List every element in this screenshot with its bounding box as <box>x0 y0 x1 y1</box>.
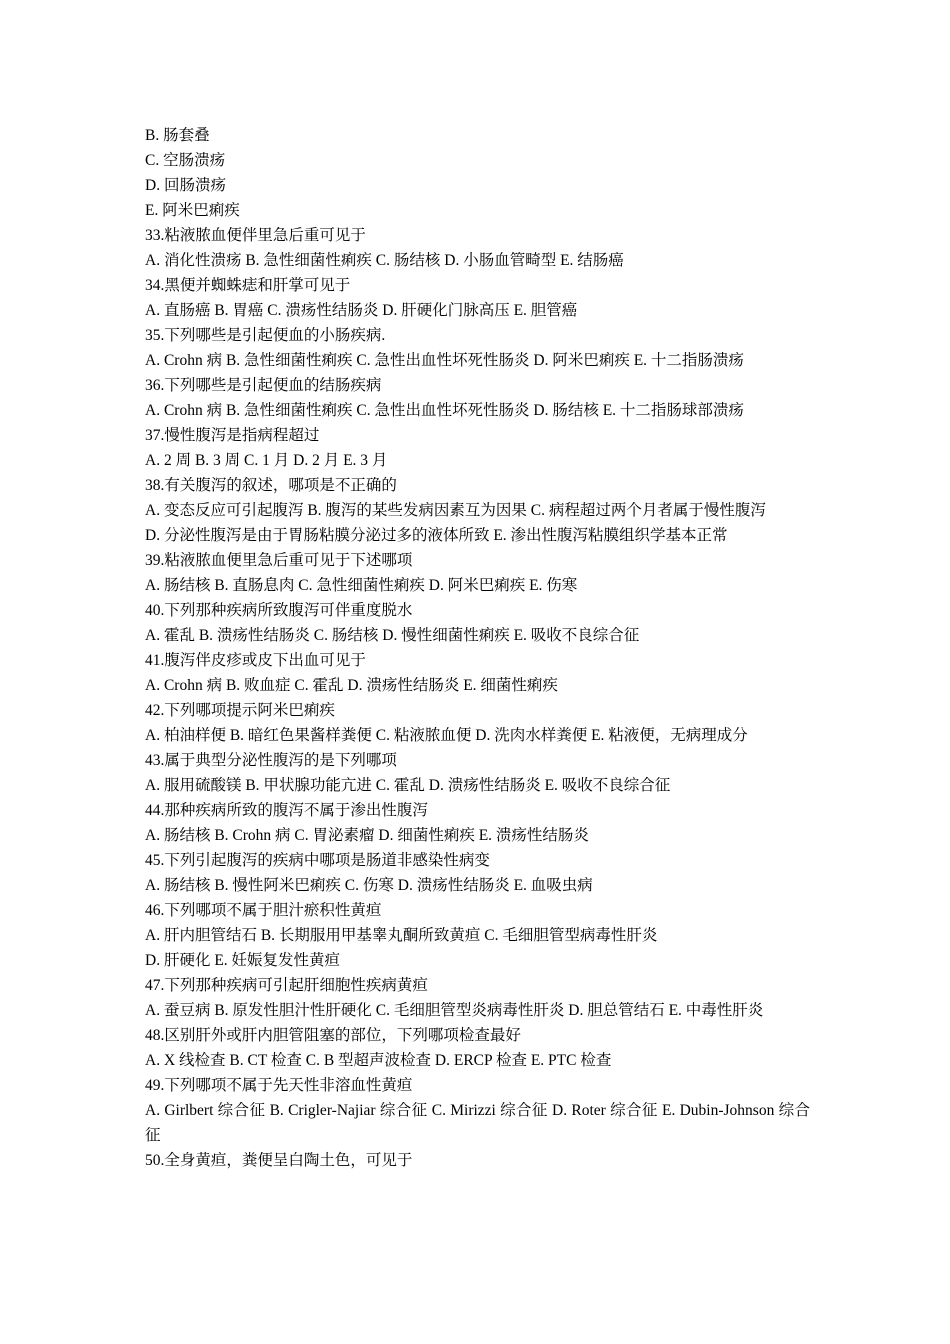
options-46-cont: D. 肝硬化 E. 妊娠复发性黄疸 <box>145 952 341 969</box>
text-line: D. 回肠溃疡 <box>145 177 226 194</box>
options-39: A. 肠结核 B. 直肠息肉 C. 急性细菌性痢疾 D. 阿米巴痢疾 E. 伤寒 <box>145 577 578 594</box>
options-38-cont: D. 分泌性腹泻是由于胃肠粘膜分泌过多的液体所致 E. 渗出性腹泻粘膜组织学基本正常 <box>145 527 728 544</box>
question-45: 45.下列引起腹泻的疾病中哪项是肠道非感染性病变 <box>145 852 490 869</box>
question-41: 41.腹泻伴皮疹或皮下出血可见于 <box>145 652 366 669</box>
question-34: 34.黑便并蜘蛛痣和肝掌可见于 <box>145 277 351 294</box>
question-43: 43.属于典型分泌性腹泻的是下列哪项 <box>145 752 397 769</box>
document-page <box>145 123 810 1173</box>
question-48: 48.区别肝外或肝内胆管阻塞的部位，下列哪项检查最好 <box>145 1027 521 1044</box>
options-41: A. Crohn 病 B. 败血症 C. 霍乱 D. 溃疡性结肠炎 E. 细菌性痢疾 <box>145 677 558 694</box>
options-33: A. 消化性溃疡 B. 急性细菌性痢疾 C. 肠结核 D. 小肠血管畸型 E. 结肠癌 <box>145 252 624 269</box>
options-45: A. 肠结核 B. 慢性阿米巴痢疾 C. 伤寒 D. 溃疡性结肠炎 E. 血吸虫病 <box>145 877 593 894</box>
question-50: 50.全身黄疸，粪便呈白陶土色，可见于 <box>145 1152 413 1169</box>
options-49: A. Girlbert 综合征 B. Crigler-Najiar 综合征 C. Mirizzi 综合征 D. Roter 综合征 E. Dubin-Johnson 综合征 <box>145 1102 810 1144</box>
text-line: C. 空肠溃疡 <box>145 152 226 169</box>
options-47: A. 蚕豆病 B. 原发性胆汁性肝硬化 C. 毛细胆管型炎病毒性肝炎 D. 胆总管结石 E. 中毒性肝炎 <box>145 1002 764 1019</box>
text-line: B. 肠套叠 <box>145 127 210 144</box>
question-47: 47.下列那种疾病可引起肝细胞性疾病黄疸 <box>145 977 428 994</box>
options-35: A. Crohn 病 B. 急性细菌性痢疾 C. 急性出血性坏死性肠炎 D. 阿米巴痢疾 E. 十二指肠溃疡 <box>145 352 744 369</box>
question-36: 36.下列哪些是引起便血的结肠疾病 <box>145 377 382 394</box>
question-38: 38.有关腹泻的叙述，哪项是不正确的 <box>145 477 397 494</box>
question-35: 35.下列哪些是引起便血的小肠疾病. <box>145 327 386 344</box>
question-49: 49.下列哪项不属于先天性非溶血性黄疸 <box>145 1077 413 1094</box>
text-line: E. 阿米巴痢疾 <box>145 202 240 219</box>
options-34: A. 直肠癌 B. 胃癌 C. 溃疡性结肠炎 D. 肝硬化门脉高压 E. 胆管癌 <box>145 302 578 319</box>
options-38: A. 变态反应可引起腹泻 B. 腹泻的某些发病因素互为因果 C. 病程超过两个月者属于慢性腹泻 <box>145 502 766 519</box>
question-42: 42.下列哪项提示阿米巴痢疾 <box>145 702 335 719</box>
question-37: 37.慢性腹泻是指病程超过 <box>145 427 320 444</box>
options-44: A. 肠结核 B. Crohn 病 C. 胃泌素瘤 D. 细菌性痢疾 E. 溃疡性结肠炎 <box>145 827 589 844</box>
options-42: A. 柏油样便 B. 暗红色果酱样粪便 C. 粘液脓血便 D. 洗肉水样粪便 E. 粘液便，无病理成分 <box>145 727 748 744</box>
options-40: A. 霍乱 B. 溃疡性结肠炎 C. 肠结核 D. 慢性细菌性痢疾 E. 吸收不良综合征 <box>145 627 640 644</box>
options-43: A. 服用硫酸镁 B. 甲状腺功能亢进 C. 霍乱 D. 溃疡性结肠炎 E. 吸收不良综合征 <box>145 777 671 794</box>
options-37: A. 2 周 B. 3 周 C. 1 月 D. 2 月 E. 3 月 <box>145 452 388 469</box>
question-40: 40.下列那种疾病所致腹泻可伴重度脱水 <box>145 602 413 619</box>
question-46: 46.下列哪项不属于胆汁瘀积性黄疸 <box>145 902 382 919</box>
question-33: 33.粘液脓血便伴里急后重可见于 <box>145 227 366 244</box>
question-44: 44.那种疾病所致的腹泻不属于渗出性腹泻 <box>145 802 428 819</box>
question-39: 39.粘液脓血便里急后重可见于下述哪项 <box>145 552 413 569</box>
options-36: A. Crohn 病 B. 急性细菌性痢疾 C. 急性出血性坏死性肠炎 D. 肠结核 E. 十二指肠球部溃疡 <box>145 402 744 419</box>
options-48: A. X 线检查 B. CT 检查 C. B 型超声波检查 D. ERCP 检查 E. PTC 检查 <box>145 1052 612 1069</box>
options-46: A. 肝内胆管结石 B. 长期服用甲基睾丸酮所致黄疸 C. 毛细胆管型病毒性肝炎 <box>145 927 658 944</box>
